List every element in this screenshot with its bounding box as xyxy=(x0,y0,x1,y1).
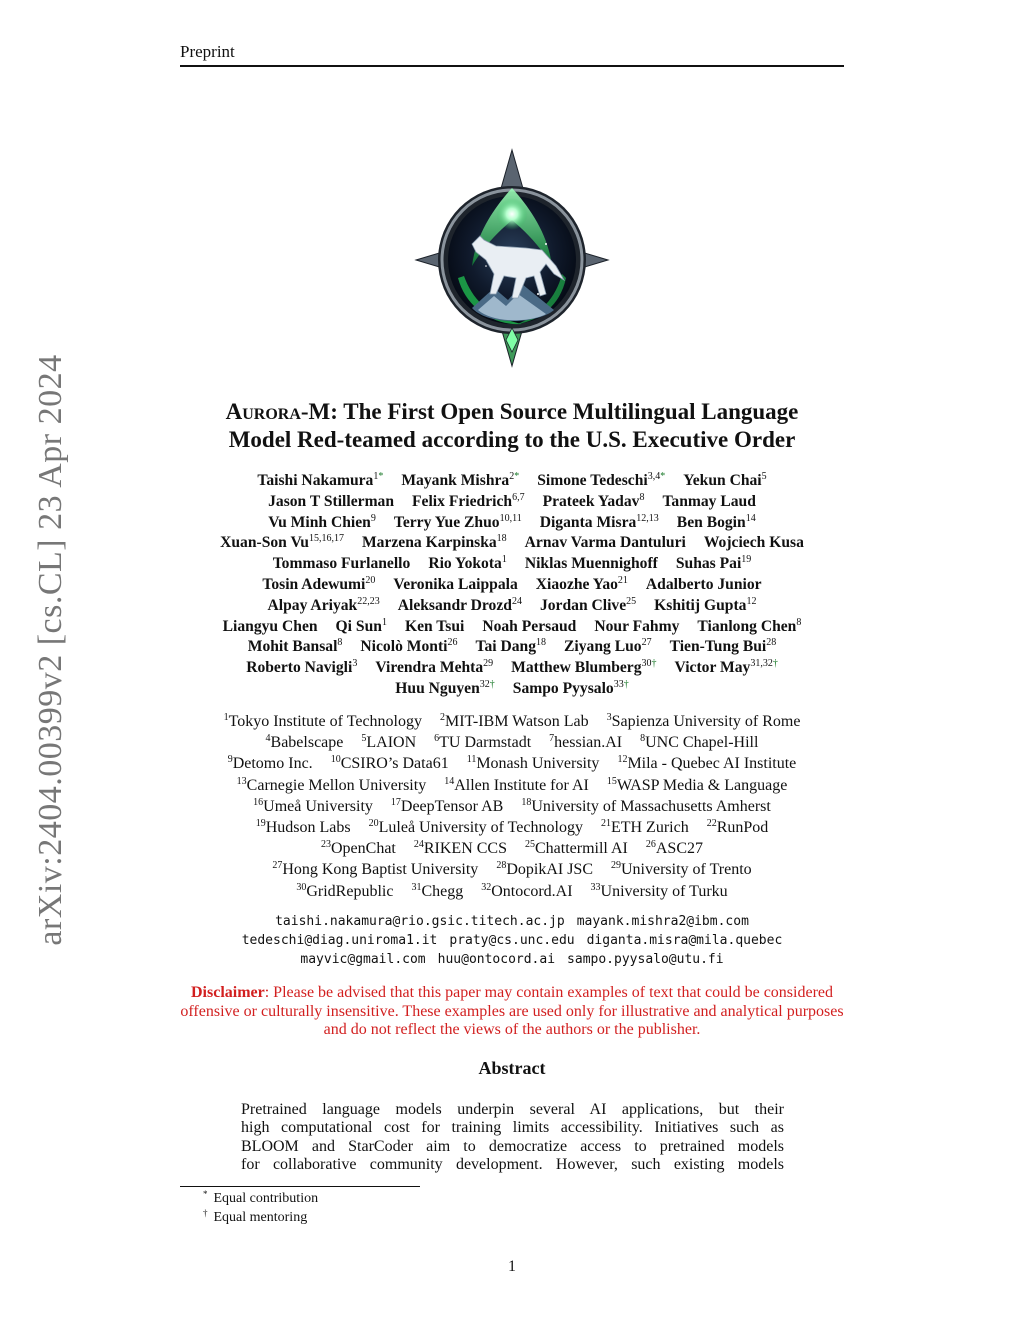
author-affiliation-mark: 20 xyxy=(365,574,376,586)
author: Mohit Bansal$^8$ xyxy=(247,637,343,656)
author-row xyxy=(150,554,874,575)
affiliation-number: 21 xyxy=(600,818,611,830)
affiliation-row xyxy=(150,796,874,817)
affiliation: $^1$Tokyo Institute of Technology xyxy=(223,712,422,730)
email-address: mayank.mishra2@ibm.com xyxy=(576,914,749,929)
author-contribution-mark: † xyxy=(651,658,657,670)
author: Niklas Muennighoff xyxy=(524,555,658,573)
email-row xyxy=(150,931,874,950)
author: Tanmay Laud xyxy=(662,492,756,510)
email-list xyxy=(150,912,874,969)
footnote: † Equal mentoring xyxy=(203,1208,308,1225)
affiliation: $^{30}$GridRepublic xyxy=(296,881,394,900)
email-address: huu@ontocord.ai xyxy=(437,952,556,967)
affiliation: $^{27}$Hong Kong Baptist University xyxy=(272,860,479,879)
affiliation-number: 17 xyxy=(390,796,401,808)
author-affiliation-mark: 12,13 xyxy=(636,512,659,524)
author: Taishi Nakamura$^{1*}$ xyxy=(257,471,384,489)
author-affiliation-mark: 8 xyxy=(796,616,802,628)
footnote-mark: † xyxy=(203,1208,208,1218)
affiliation: $^{12}$Mila - Quebec AI Institute xyxy=(617,754,797,773)
author-affiliation-mark: 8 xyxy=(639,491,645,503)
author-affiliation-mark: 14 xyxy=(745,512,756,524)
affiliation: $^{13}$Carnegie Mellon University xyxy=(236,775,427,794)
wolf-aurora-emblem-icon xyxy=(414,148,610,368)
author-affiliation-mark: 18 xyxy=(496,533,507,545)
author-affiliation-mark: 1 xyxy=(381,616,387,628)
author-affiliation-mark: 3,4* xyxy=(647,471,666,482)
author: Wojciech Kusa xyxy=(703,534,804,552)
author: Tosin Adewumi$^{20}$ xyxy=(262,574,376,593)
footnote: * Equal contribution xyxy=(203,1189,319,1206)
title-line-1-rest: -M: The First Open Source Multilingual Language xyxy=(300,399,799,424)
disclaimer-text: : Please be advised that this paper may contain examples of text that could be considered offensive or culturally insensitive. These examples are used only for illustrative and analytical purposes and do not reflect the views of the authors or the publisher. xyxy=(180,984,844,1039)
author-affiliation-mark: 9 xyxy=(370,512,376,524)
email-address: mayvic@gmail.com xyxy=(300,952,426,967)
email-address: tedeschi@diag.uniroma1.it xyxy=(241,933,438,948)
arxiv-stamp-text: arXiv:2404.00399v2 [cs.CL] 23 Apr 2024 xyxy=(32,354,69,946)
title-line-2: Model Red-teamed according to the U.S. Executive Order xyxy=(228,427,796,452)
author: Rio Yokota$^1$ xyxy=(428,554,507,573)
author-affiliation-mark: 18 xyxy=(536,637,547,649)
author: Sampo Pyysalo$^{33\dagger}$ xyxy=(512,678,629,697)
author: Ben Bogin$^{14}$ xyxy=(676,512,756,531)
author: Matthew Blumberg$^{30\dagger}$ xyxy=(511,658,657,677)
affiliation-number: 22 xyxy=(706,818,717,830)
affiliation-number: 15 xyxy=(606,775,617,787)
author-affiliation-mark: 10,11 xyxy=(499,512,522,524)
abstract-line: BLOOM and StarCoder aim to democratize access to pretrained models xyxy=(241,1137,784,1155)
author: Aleksandr Drozd$^{24}$ xyxy=(397,595,522,614)
affiliation-number: 5 xyxy=(361,733,367,745)
affiliation: $^7$hessian.AI xyxy=(549,733,623,752)
author-row xyxy=(150,471,874,492)
affiliation: $^{22}$RunPod xyxy=(706,818,769,837)
paper-title xyxy=(150,398,874,454)
affiliation: $^{14}$Allen Institute for AI xyxy=(444,775,589,794)
affiliation: $^{15}$WASP Media & Language xyxy=(606,775,788,794)
affiliation: $^{17}$DeepTensor AB xyxy=(390,796,504,815)
author: Veronika Laippala xyxy=(393,575,518,593)
affiliation: $^6$TU Darmstadt xyxy=(434,733,532,752)
affiliation-number: 31 xyxy=(411,881,422,893)
abstract-body xyxy=(241,1101,784,1175)
author-affiliation-mark: 12 xyxy=(746,595,757,607)
author: Nour Fahmy xyxy=(594,617,680,635)
affiliation-number: 18 xyxy=(521,796,532,808)
affiliation: $^{29}$University of Trento xyxy=(611,860,752,879)
header-label: Preprint xyxy=(180,42,235,61)
affiliation-number: 9 xyxy=(227,754,233,766)
affiliation: $^{32}$Ontocord.AI xyxy=(481,881,573,900)
running-header xyxy=(180,42,844,67)
author-affiliation-mark: 27 xyxy=(641,637,652,649)
author-row xyxy=(150,679,874,700)
affiliation-list xyxy=(150,711,874,902)
author-row xyxy=(150,617,874,638)
author: Arnav Varma Dantuluri xyxy=(524,534,686,552)
email-address: sampo.pyysalo@utu.fi xyxy=(567,952,724,967)
affiliation-row xyxy=(150,881,874,902)
author: Tai Dang$^{18}$ xyxy=(475,637,547,656)
affiliation: $^{23}$OpenChat xyxy=(321,839,396,858)
author: Huu Nguyen$^{32\dagger}$ xyxy=(395,678,495,697)
abstract-line: for collaborative community development. However, such existing models xyxy=(241,1156,784,1174)
author: Terry Yue Zhuo$^{10,11}$ xyxy=(393,512,522,531)
title-model-name: Aurora xyxy=(225,399,301,424)
author-affiliation-mark: 1* xyxy=(373,471,384,482)
author-affiliation-mark: 33† xyxy=(613,678,629,690)
author: Tien-Tung Bui$^{28}$ xyxy=(669,637,777,656)
author: Ken Tsui xyxy=(404,617,465,635)
affiliation-number: 1 xyxy=(223,712,229,723)
author-affiliation-mark: 15,16,17 xyxy=(308,533,344,545)
author: Vu Minh Chien$^9$ xyxy=(268,512,376,531)
affiliation-number: 13 xyxy=(236,775,247,787)
footnote-rule xyxy=(180,1186,420,1187)
affiliation: $^{16}$Umeå University xyxy=(253,796,373,815)
email-address: praty@cs.unc.edu xyxy=(449,933,575,948)
abstract-line: Pretrained language models underpin several AI applications, but their xyxy=(241,1101,784,1118)
affiliation: $^{26}$ASC27 xyxy=(645,839,703,858)
author-row xyxy=(150,658,874,679)
affiliation: $^8$UNC Chapel-Hill xyxy=(640,733,759,752)
author: Mayank Mishra$^{2*}$ xyxy=(401,471,520,489)
author: Jordan Clive$^{25}$ xyxy=(539,595,637,614)
affiliation: $^{19}$Hudson Labs xyxy=(255,818,351,837)
affiliation-number: 14 xyxy=(444,775,455,787)
affiliation: $^{31}$Chegg xyxy=(411,881,464,900)
author: Ziyang Luo$^{27}$ xyxy=(564,637,652,656)
author-contribution-mark: * xyxy=(378,471,384,482)
affiliation-number: 12 xyxy=(617,754,628,766)
title-line-1 xyxy=(150,398,874,426)
abstract-line: high computational cost for training limits accessibility. Initiatives such as xyxy=(241,1119,784,1137)
author: Adalberto Junior xyxy=(645,575,762,593)
disclaimer-label: Disclaimer xyxy=(190,984,265,1001)
affiliation: $^{33}$University of Turku xyxy=(590,881,728,900)
author-row xyxy=(150,637,874,658)
affiliation: $^4$Babelscape xyxy=(265,733,344,752)
author-contribution-mark: † xyxy=(772,658,778,670)
affiliation-number: 28 xyxy=(496,860,507,872)
email-row xyxy=(150,912,874,931)
author: Prateek Yadav$^8$ xyxy=(542,491,645,510)
author: Virendra Mehta$^{29}$ xyxy=(375,658,494,677)
email-address: taishi.nakamura@rio.gsic.titech.ac.jp xyxy=(275,914,565,929)
author-row xyxy=(150,575,874,596)
affiliation-row xyxy=(150,775,874,796)
author-affiliation-mark: 5 xyxy=(761,471,767,482)
affiliation: $^3$Sapienza University of Rome xyxy=(606,712,801,730)
author-affiliation-mark: 1 xyxy=(501,554,507,566)
author: Xuan-Son Vu$^{15,16,17}$ xyxy=(220,533,344,552)
affiliation: $^{11}$Monash University xyxy=(466,754,600,773)
affiliation-row xyxy=(150,711,874,732)
author-affiliation-mark: 21 xyxy=(617,574,628,586)
author-affiliation-mark: 2* xyxy=(509,471,520,482)
author-affiliation-mark: 3 xyxy=(352,658,358,670)
author: Jason T Stillerman xyxy=(268,492,395,510)
author: Simone Tedeschi$^{3,4*}$ xyxy=(537,471,666,489)
author: Nicolò Monti$^{26}$ xyxy=(360,637,458,656)
disclaimer xyxy=(170,984,854,1040)
affiliation: $^2$MIT-IBM Watson Lab xyxy=(440,712,589,730)
affiliation-row xyxy=(150,859,874,880)
author: Xiaozhe Yao$^{21}$ xyxy=(535,574,628,593)
author-row xyxy=(150,492,874,513)
author-affiliation-mark: 30† xyxy=(641,658,657,670)
author-row xyxy=(150,596,874,617)
author-affiliation-mark: 32† xyxy=(479,678,495,690)
author: Qi Sun$^1$ xyxy=(335,616,387,635)
author: Noah Persaud xyxy=(482,617,577,635)
header-rule xyxy=(180,65,844,67)
affiliation-number: 3 xyxy=(606,712,612,723)
affiliation-number: 6 xyxy=(434,733,440,745)
affiliation-number: 4 xyxy=(265,733,271,745)
affiliation-number: 16 xyxy=(253,796,264,808)
affiliation-number: 7 xyxy=(549,733,555,745)
affiliation-number: 33 xyxy=(590,881,601,893)
affiliation: $^9$Detomo Inc. xyxy=(227,754,313,773)
author-affiliation-mark: 31,32† xyxy=(750,658,778,670)
author-affiliation-mark: 6,7 xyxy=(512,491,525,503)
logo-graphic xyxy=(414,148,610,368)
affiliation-number: 10 xyxy=(330,754,341,766)
affiliation: $^5$LAION xyxy=(361,733,417,752)
author-affiliation-mark: 25 xyxy=(626,595,637,607)
author-affiliation-mark: 29 xyxy=(483,658,494,670)
abstract-heading: Abstract xyxy=(478,1058,546,1078)
author-affiliation-mark: 26 xyxy=(447,637,458,649)
author-row xyxy=(150,533,874,554)
affiliation-number: 25 xyxy=(525,839,535,851)
footnote-mark: * xyxy=(203,1189,208,1199)
author-affiliation-mark: 19 xyxy=(741,554,752,566)
author-contribution-mark: † xyxy=(623,678,629,690)
affiliation-number: 29 xyxy=(611,860,621,872)
affiliation-number: 11 xyxy=(466,754,477,766)
author-list xyxy=(150,471,874,700)
page-number: 1 xyxy=(508,1258,516,1275)
affiliation-number: 26 xyxy=(645,839,656,851)
author: Alpay Ariyak$^{22,23}$ xyxy=(267,595,380,614)
author-contribution-mark: * xyxy=(660,471,666,482)
author: Tianlong Chen$^8$ xyxy=(697,616,802,635)
affiliation-number: 2 xyxy=(440,712,445,723)
author: Kshitij Gupta$^{12}$ xyxy=(654,595,757,614)
affiliation-number: 8 xyxy=(640,733,646,745)
footnotes xyxy=(203,1189,318,1227)
affiliation: $^{21}$ETH Zurich xyxy=(600,818,689,837)
affiliation: $^{18}$University of Massachusetts Amherst xyxy=(521,796,771,815)
author: Tommaso Furlanello xyxy=(272,555,411,573)
affiliation: $^{24}$RIKEN CCS xyxy=(413,839,507,858)
affiliation: $^{28}$DopikAI JSC xyxy=(496,860,593,879)
affiliation: $^{20}$Luleå University of Technology xyxy=(368,818,583,837)
author: Felix Friedrich$^{6,7}$ xyxy=(412,491,525,510)
author: Suhas Pai$^{19}$ xyxy=(675,554,752,573)
author: Victor May$^{31,32\dagger}$ xyxy=(674,658,778,677)
author-affiliation-mark: 8 xyxy=(337,637,343,649)
author-contribution-mark: † xyxy=(489,678,495,690)
email-row xyxy=(150,950,874,969)
affiliation-number: 27 xyxy=(272,860,283,872)
affiliation-number: 24 xyxy=(413,839,424,851)
affiliation-number: 23 xyxy=(321,839,331,851)
affiliation-number: 32 xyxy=(481,881,492,893)
author-affiliation-mark: 22,23 xyxy=(357,595,380,607)
affiliation: $^{10}$CSIRO’s Data61 xyxy=(330,754,449,773)
author-affiliation-mark: 24 xyxy=(511,595,522,607)
author-contribution-mark: * xyxy=(514,471,520,482)
author-affiliation-mark: 28 xyxy=(766,637,777,649)
email-address: diganta.misra@mila.quebec xyxy=(586,933,783,948)
affiliation: $^{25}$Chattermill AI xyxy=(525,839,628,858)
author: Liangyu Chen xyxy=(222,617,318,635)
author: Yekun Chai$^5$ xyxy=(683,471,767,489)
affiliation-number: 19 xyxy=(255,818,266,830)
affiliation-row xyxy=(150,732,874,753)
affiliation-row xyxy=(150,838,874,859)
affiliation-number: 30 xyxy=(296,881,307,893)
author: Roberto Navigli$^3$ xyxy=(246,658,358,677)
author-row xyxy=(150,513,874,534)
affiliation-row xyxy=(150,753,874,774)
author: Marzena Karpinska$^{18}$ xyxy=(361,533,507,552)
affiliation-row xyxy=(150,817,874,838)
author: Diganta Misra$^{12,13}$ xyxy=(539,512,659,531)
affiliation-number: 20 xyxy=(368,818,379,830)
